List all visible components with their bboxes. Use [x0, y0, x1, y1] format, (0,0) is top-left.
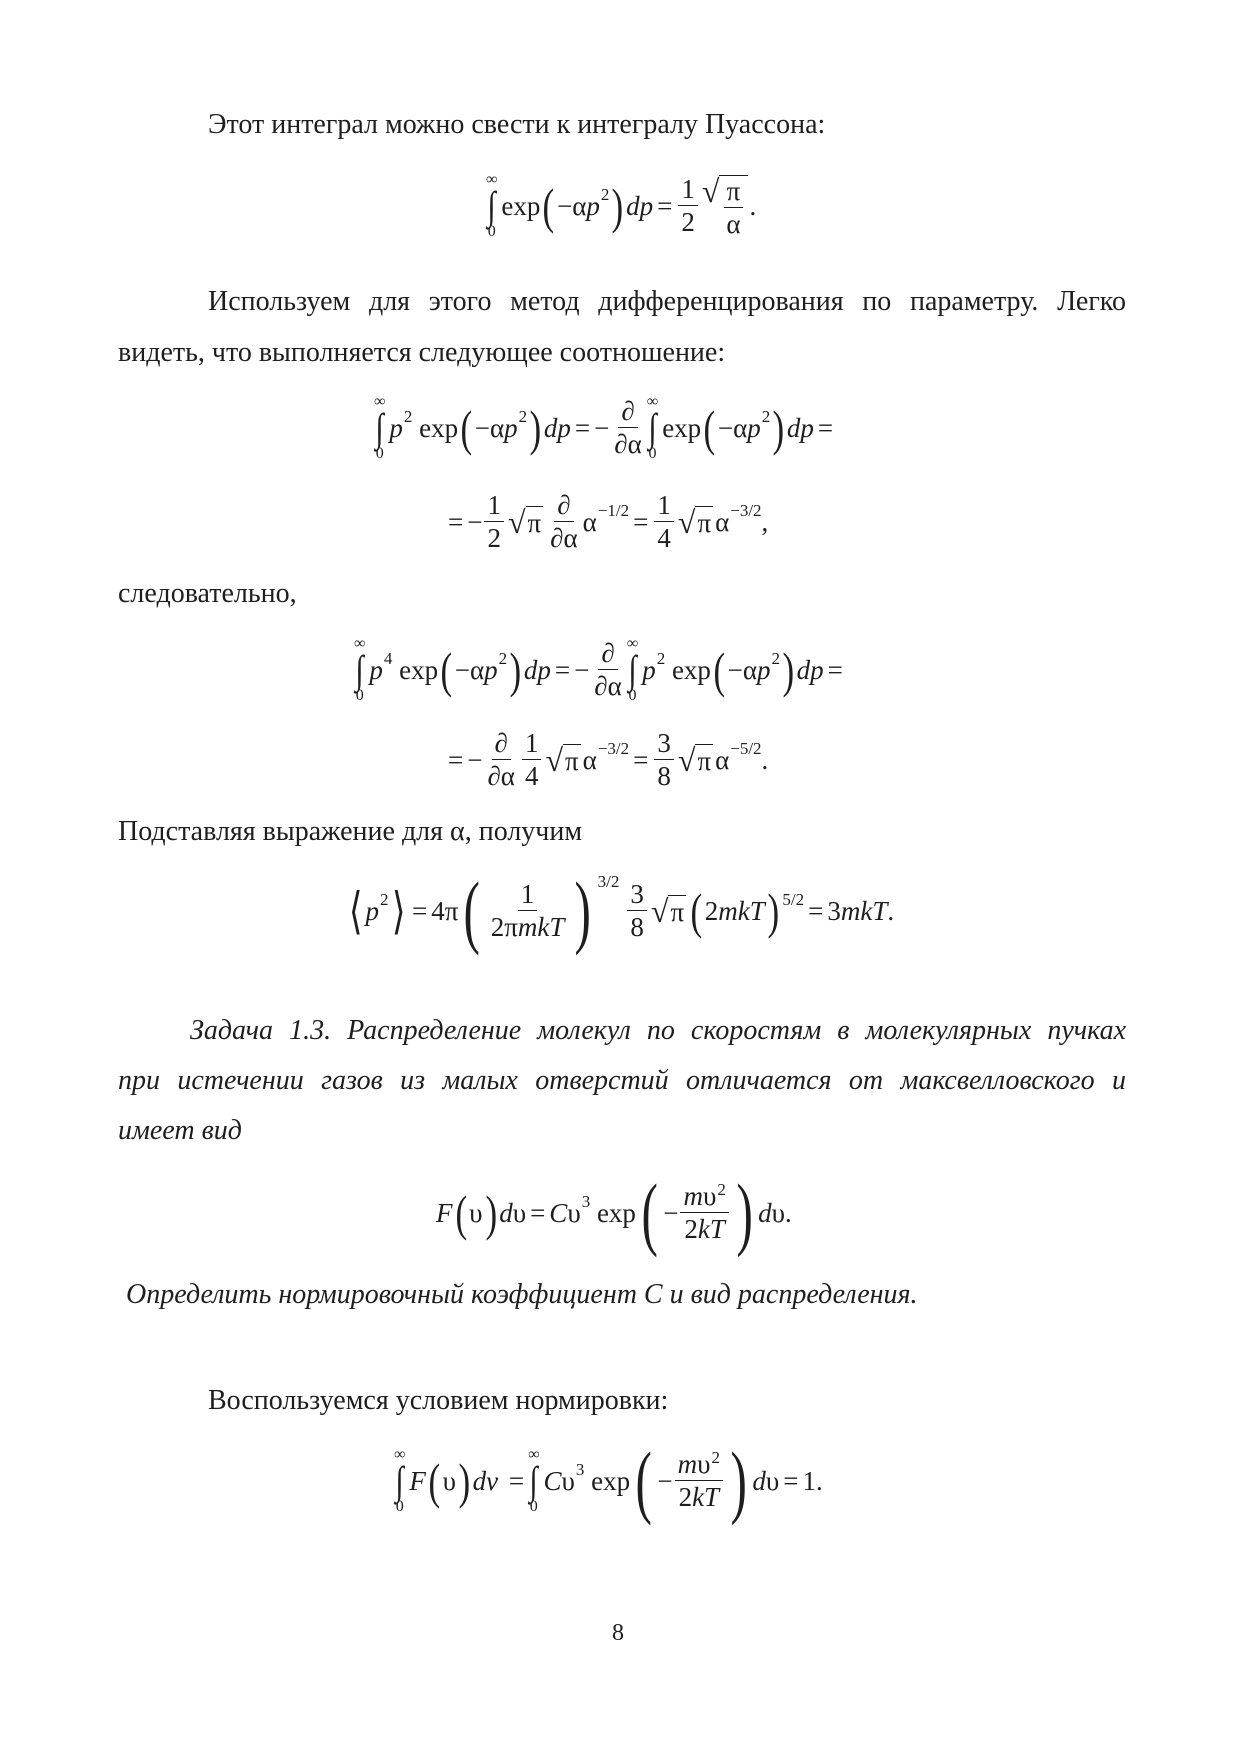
task-text-line1: Задача 1.3. Распределение молекул по скоростям в молекулярных пучках	[190, 1015, 1126, 1046]
formula-poisson-integral: ∞ ∫ 0 exp ( −α p 2 ) dp = $\frac{1}{2}$ √ $\frac{\pi}{\alpha}$ .	[486, 171, 757, 240]
formula-p2-integral-line2: = − $\frac{1}{2}$ √ π $\frac{\partial}{\partial\alpha}$ α −1/2 = $\frac{1}{4}$ √ π α −3/2 ,	[448, 490, 769, 553]
paragraph-method-line2: видеть, что выполняется следующее соотношение:	[118, 337, 726, 368]
formula-p2-integral-line1: ∞ ∫ 0 p 2 exp ( −α p 2 ) dp = − $\frac{\partial}{\partial\alpha}$ ∞ ∫ 0 exp ( −α p 2 ) dp =	[374, 393, 834, 462]
page-number: 8	[612, 1620, 624, 1646]
formula-normalization: ∞ ∫ 0 F ( υ ) dv = ∞ ∫ 0 C υ 3 exp ( − $\frac{m\upsilon^2}{2kT}$ ) d υ = 1.	[394, 1435, 823, 1526]
formula-p4-integral-line2: = − $\frac{\partial}{\partial\alpha}$ $\frac{1}{4}$ √ π α −3/2 = $\frac{3}{8}$ √ π α −5/2 .	[448, 728, 769, 791]
paragraph-normalization: Воспользуемся условием нормировки:	[208, 1385, 669, 1416]
formula-p4-integral-line1: ∞ ∫ 0 p 4 exp ( −α p 2 ) dp = − $\frac{\partial}{\partial\alpha}$ ∞ ∫ 0 p 2 exp ( −α p 2 ) dp =	[354, 635, 843, 704]
paragraph-substituting: Подставляя выражение для α, получим	[118, 816, 583, 847]
paragraph-therefore: следовательно,	[118, 578, 297, 609]
task-text-line3: имеет вид	[118, 1115, 242, 1146]
paragraph-poisson-intro: Этот интеграл можно свести к интегралу Пуассона:	[208, 109, 826, 140]
paragraph-method-line1: Используем для этого метод дифференцирования по параметру. Легко	[208, 286, 1126, 317]
formula-mean-p2: ⟨ p 2 ⟩ = 4π ( $\frac{1}{\text{2πmkT}}$ ) 3/2 $\frac{3}{8}$ √ π ( 2 mkT ) 5/2 = 3 mkT .	[348, 865, 895, 956]
task-text-line2: при истечении газов из малых отверстий отличается от максвелловского и	[118, 1065, 1126, 1096]
formula-distribution: F ( υ ) d υ = C υ 3 exp ( − $\frac{m\upsilon^2}{2kT}$ ) d υ.	[436, 1167, 792, 1258]
task-question: Определить нормировочный коэффициент С и вид распределения.	[126, 1279, 918, 1310]
